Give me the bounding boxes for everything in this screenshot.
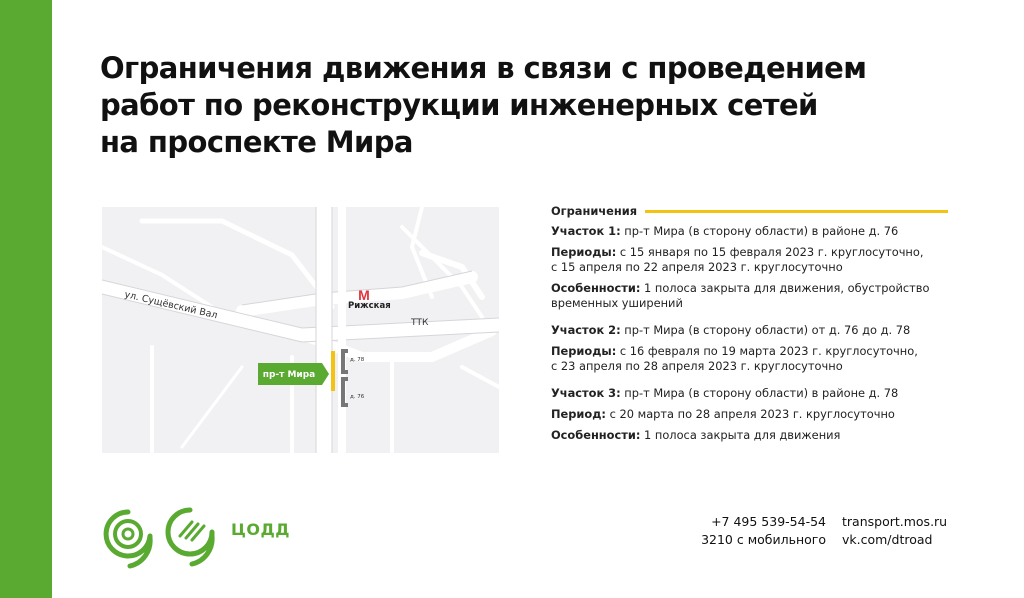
restrictions-header-label: Ограничения	[551, 204, 638, 218]
left-accent-bar	[0, 0, 52, 598]
restrictions-header	[551, 204, 971, 219]
moscow-transport-logo-icon	[100, 502, 224, 574]
title-line: работ по реконструкции инженерных сетей	[100, 88, 818, 122]
codd-logo-text: ЦОДД	[231, 520, 290, 539]
section-1: Участок 1: пр-т Мира (в сторону области) в районе д. 76	[551, 224, 899, 238]
header-accent-line	[645, 210, 948, 213]
map-drawing	[102, 207, 499, 453]
phone-number[interactable]: +7 495 539-54-54	[711, 514, 826, 529]
scheme-map	[102, 207, 499, 453]
prospect-callout-label: пр-т Мира	[262, 370, 316, 380]
section-3: Участок 3: пр-т Мира (в сторону области) в районе д. 78	[551, 386, 899, 400]
ttk-label: ТТК	[411, 318, 429, 328]
section-3-period: Период: с 20 марта по 28 апреля 2023 г. круглосуточно	[551, 407, 895, 421]
section-2-periods: Периоды: с 16 февраля по 19 марта 2023 г. круглосуточно, с 23 апреля по 28 апреля 2023 г. круглосуточно	[551, 344, 918, 373]
website-link[interactable]: transport.mos.ru	[842, 514, 948, 529]
title-line: на проспекте Мира	[100, 125, 413, 159]
mobile-short-number: 3210 с мобильного	[701, 532, 826, 547]
section-3-features: Особенности: 1 полоса закрыта для движения	[551, 428, 841, 442]
section-1-features: Особенности: 1 полоса закрыта для движения, обустройство временных уширений	[551, 281, 930, 310]
title-line: Ограничения движения в связи с проведением	[100, 51, 867, 85]
contacts-phone	[690, 513, 826, 549]
restriction-segment-yellow	[331, 351, 335, 391]
metro-icon: М	[358, 287, 370, 303]
street-label-sushchevsky: ул. Сущёвский Вал	[123, 289, 219, 322]
metro-station-label: Рижская	[348, 301, 391, 311]
section-2: Участок 2: пр-т Мира (в сторону области) от д. 76 до д. 78	[551, 323, 911, 337]
page-title	[100, 50, 980, 161]
house-label-78: д. 78	[350, 357, 365, 363]
restrictions-panel	[551, 204, 971, 449]
contacts-web	[842, 513, 972, 549]
vk-link[interactable]: vk.com/dtroad	[842, 532, 933, 547]
house-label-76: д. 76	[350, 394, 365, 400]
section-1-periods: Периоды: с 15 января по 15 февраля 2023 г. круглосуточно, с 15 апреля по 22 апреля 2023 г. круглосуточно	[551, 245, 924, 274]
